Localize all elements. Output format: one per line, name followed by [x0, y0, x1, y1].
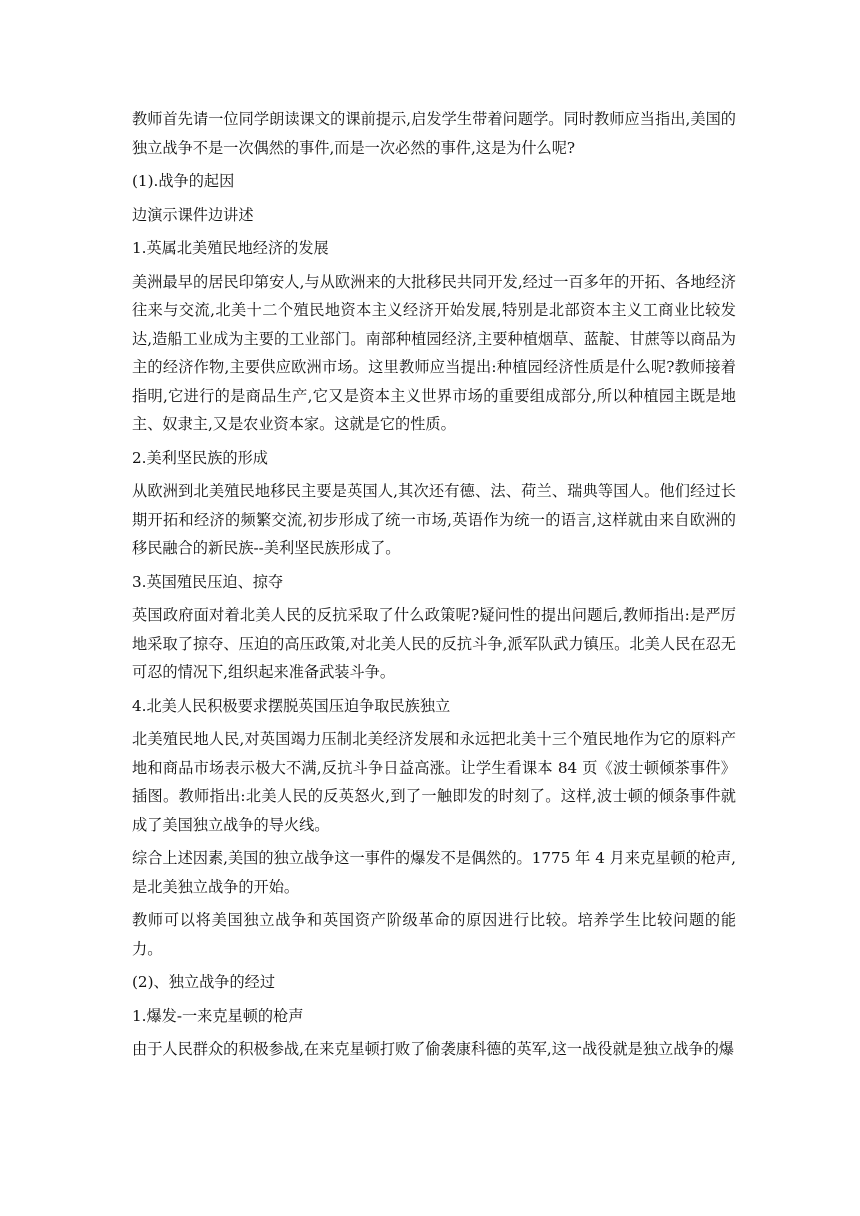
section-heading-causes: (1).战争的起因 [132, 172, 235, 190]
document-page [132, 105, 736, 1069]
paragraph-comparison: 教师可以将美国独立战争和英国资产阶级革命的原因进行比较。培养学生比较问题的能力。 [132, 911, 736, 958]
subheading-independence: 4.北美人民积极要求摆脱英国压迫争取民族独立 [132, 696, 451, 715]
section-heading-course: (2)、独立战争的经过 [132, 973, 276, 991]
subheading-oppression: 3.英国殖民压迫、掠夺 [132, 572, 284, 591]
instruction-line: 边演示课件边讲述 [132, 205, 254, 224]
subheading-economy: 1.英属北美殖民地经济的发展 [132, 239, 329, 257]
paragraph-outbreak: 由于人民群众的积极参战,在来克星顿打败了偷袭康科德的英军,这一战役就是独立战争的爆 [132, 1040, 734, 1058]
paragraph-summary: 综合上述因素,美国的独立战争这一事件的爆发不是偶然的。1775 年 4 月来克星顿的枪声,是北美独立战争的开始。 [132, 849, 737, 896]
paragraph-intro: 教师首先请一位同学朗读课文的课前提示,启发学生带着问题学。同时教师应当指出,美国的独立战争不是一次偶然的事件,而是一次必然的事件,这是为什么呢? [132, 110, 736, 157]
subheading-outbreak: 1.爆发-一来克星顿的枪声 [132, 1006, 304, 1025]
paragraph-oppression: 英国政府面对着北美人民的反抗采取了什么政策呢?疑问性的提出问题后,教师指出:是严厉地采取了掠夺、压迫的高压政策,对北美人民的反抗斗争,派军队武力镇压。北美人民在忍无可忍的情况下,组织起来准备武装斗争。 [132, 606, 736, 681]
paragraph-economy: 美洲最早的居民印第安人,与从欧洲来的大批移民共同开发,经过一百多年的开拓、各地经济往来与交流,北美十二个殖民地资本主义经济开始发展,特别是北部资本主义工商业比较发达,造船工业成为主要的工业部门。南部种植园经济,主要种植烟草、蓝靛、甘蔗等以商品为主的经济作物,主要供应欧洲市场。这里教师应当提出:种植园经济性质是什么呢?教师接着指明,它进行的是商品生产,它又是资本主义世界市场的重要组成部分,所以种植园主既是地主、奴隶主,又是农业资本家。这就是它的性质。 [132, 272, 736, 433]
paragraph-independence: 北美殖民地人民,对英国竭力压制北美经济发展和永远把北美十三个殖民地作为它的原料产地和商品市场表示极大不满,反抗斗争日益高涨。让学生看课本 84 页《波士顿倾茶事件》插图。教师指出:北美人民的反英怒火,到了一触即发的时刻了。这样,波士顿的倾条事件就成了美国独立战争的导火线。 [132, 730, 736, 834]
paragraph-nation: 从欧洲到北美殖民地移民主要是英国人,其次还有德、法、荷兰、瑞典等国人。他们经过长期开拓和经济的频繁交流,初步形成了统一市场,英语作为统一的语言,这样就由来自欧洲的移民融合的新民族--美利坚民族形成了。 [132, 482, 736, 557]
subheading-nation: 2.美利坚民族的形成 [132, 448, 268, 467]
